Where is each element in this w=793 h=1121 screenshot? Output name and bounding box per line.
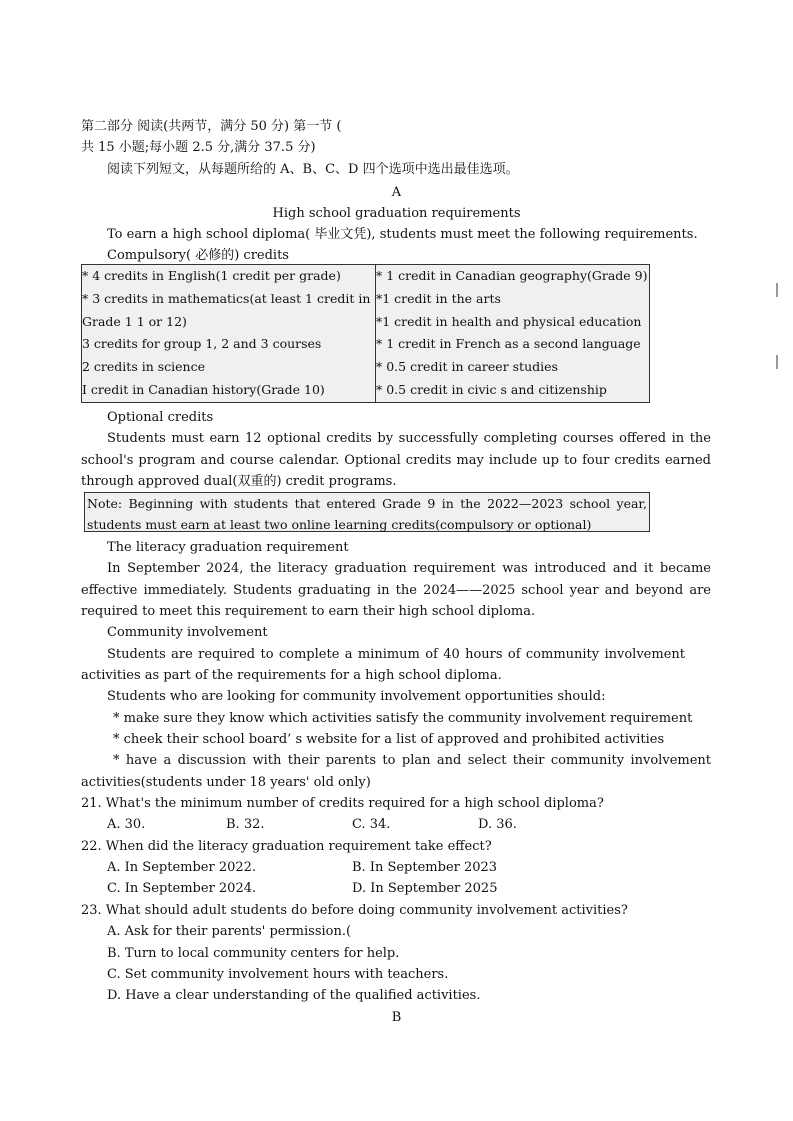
- question-21-option-d: D. 36.: [478, 817, 517, 832]
- question-22-option-a: A. In September 2022.: [107, 860, 257, 875]
- literacy-heading: The literacy graduation requirement: [107, 540, 349, 555]
- margin-mark: [776, 283, 778, 297]
- question-22-option-b: B. In September 2023: [352, 860, 498, 875]
- bullet-item: * make sure they know which activities satisfy the community involvement requirement: [113, 711, 693, 726]
- question-21-option-a: A. 30.: [107, 817, 146, 832]
- compulsory-credits-table: [81, 264, 650, 403]
- note-box: [84, 492, 650, 532]
- credit-item: * 3 credits in mathematics(at least 1 credit in: [82, 290, 371, 306]
- credit-item: * 1 credit in Canadian geography(Grade 9): [376, 268, 648, 283]
- passage-title: High school graduation requirements: [272, 206, 521, 221]
- community-paragraph-line: Students are required to complete a minimum of 40 hours of community involvement: [107, 647, 685, 662]
- section-header-line1: 第二部分 阅读(共两节，满分 50 分) 第一节 (: [81, 119, 342, 134]
- credit-item: *1 credit in the arts: [376, 290, 501, 306]
- optional-paragraph-line: through approved dual(双重的) credit programs.: [81, 474, 397, 489]
- community-paragraph-line: activities as part of the requirements for a high school diploma.: [81, 668, 502, 683]
- question-21-option-b: B. 32.: [226, 817, 265, 832]
- question-23-option-a: A. Ask for their parents' permission.(: [107, 924, 352, 939]
- literacy-paragraph-line: effective immediately. Students graduating in the 2024——2025 school year and beyond are: [81, 583, 711, 598]
- credit-item: * 0.5 credit in civic s and citizenship: [376, 381, 607, 397]
- bullet-continuation: activities(students under 18 years' old only): [81, 775, 371, 790]
- credit-item: *1 credit in health and physical education: [376, 313, 642, 329]
- margin-mark: [776, 355, 778, 369]
- optional-paragraph-line: Students must earn 12 optional credits by successfully completing courses offered in the: [107, 431, 711, 446]
- credits-left-column: [82, 265, 376, 403]
- optional-heading: Optional credits: [107, 410, 214, 425]
- bullet-item: * have a discussion with their parents to plan and select their community involvement: [113, 753, 711, 768]
- credit-item: * 1 credit in French as a second language: [376, 336, 641, 352]
- question-22-option-d: D. In September 2025: [352, 881, 498, 896]
- credit-item: 2 credits in science: [82, 359, 205, 375]
- note-line: students must earn at least two online learning credits(compulsory or optional): [87, 517, 592, 532]
- question-22-option-c: C. In September 2024.: [107, 881, 257, 896]
- question-21-stem: 21. What's the minimum number of credits required for a high school diploma?: [81, 796, 604, 811]
- literacy-paragraph-line: required to meet this requirement to earn their high school diploma.: [81, 604, 536, 619]
- credits-right-column: [376, 265, 650, 403]
- credit-item: * 0.5 credit in career studies: [376, 359, 558, 375]
- passage-letter-a: A: [391, 185, 402, 200]
- bullet-item: * cheek their school board’ s website for a list of approved and prohibited activities: [113, 732, 665, 747]
- compulsory-heading: Compulsory( 必修的) credits: [107, 248, 289, 263]
- credit-item: I credit in Canadian history(Grade 10): [82, 381, 325, 397]
- reading-instruction: 阅读下列短文，从每题所给的 A、B、C、D 四个选项中选出最佳选项。: [107, 162, 519, 177]
- optional-paragraph-line: school's program and course calendar. Optional credits may include up to four credits earned: [81, 453, 711, 468]
- literacy-paragraph-line: In September 2024, the literacy graduation requirement was introduced and it became: [107, 561, 711, 576]
- section-header-line2: 共 15 小题;每小题 2.5 分,满分 37.5 分): [81, 140, 316, 155]
- credit-item: Grade 1 1 or 12): [82, 313, 187, 329]
- note-line: Note: Beginning with students that entered Grade 9 in the 2022—2023 school year,: [87, 496, 647, 511]
- opportunities-intro: Students who are looking for community involvement opportunities should:: [107, 689, 606, 704]
- question-23-option-b: B. Turn to local community centers for help.: [107, 946, 400, 961]
- question-21-option-c: C. 34.: [352, 817, 391, 832]
- credit-item: * 4 credits in English(1 credit per grade): [82, 268, 341, 283]
- passage-intro: To earn a high school diploma( 毕业文凭), students must meet the following requirements.: [107, 227, 698, 242]
- question-23-option-d: D. Have a clear understanding of the qualified activities.: [107, 988, 481, 1003]
- question-23-stem: 23. What should adult students do before doing community involvement activities?: [81, 903, 628, 918]
- passage-letter-b: B: [391, 1010, 402, 1025]
- community-heading: Community involvement: [107, 625, 268, 640]
- question-23-option-c: C. Set community involvement hours with teachers.: [107, 967, 449, 982]
- credit-item: 3 credits for group 1, 2 and 3 courses: [82, 336, 322, 352]
- question-22-stem: 22. When did the literacy graduation requirement take effect?: [81, 839, 492, 854]
